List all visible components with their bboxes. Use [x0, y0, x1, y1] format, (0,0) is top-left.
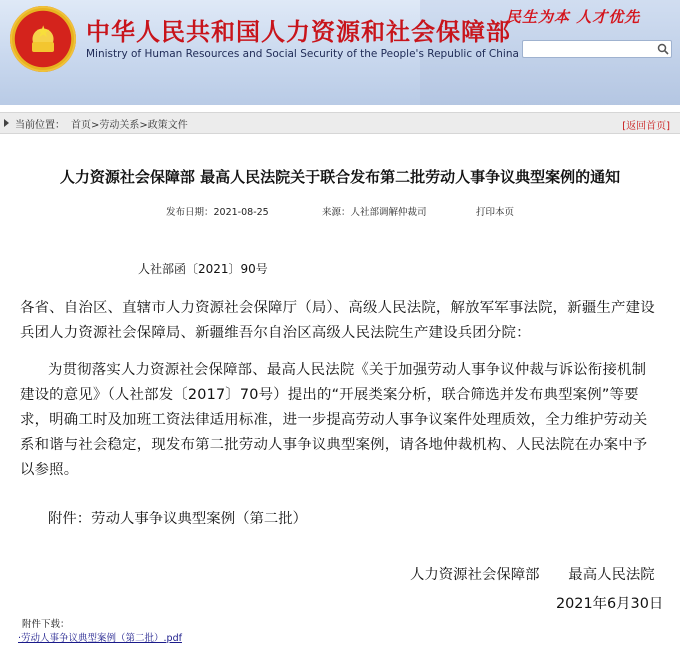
issue-date: 2021年6月30日 — [556, 596, 664, 612]
article-paragraph: 为贯彻落实人力资源社会保障部、最高人民法院《关于加强劳动人事争议仲裁与诉讼衔接机制建设的意见》（人社部发〔2017〕70号）提出的“开展类案分析，联合筛选并发布典型案例”等要求，明确工时及加班工资法律适用标准，进一步提高劳动人事争议案件处理质效，全力维护劳动关系和谐与社会稳定，现发布第二批劳动人事争议典型案例，请各地仲裁机构、人民法院在办案中予以参照。 — [20, 362, 648, 478]
breadcrumb-label: 当前位置： — [15, 119, 65, 131]
download-label: 附件下载： — [22, 619, 70, 630]
breadcrumb — [0, 112, 680, 134]
search-box — [522, 40, 672, 58]
site-slogan: 民生为本 人才优先 — [506, 8, 641, 26]
national-emblem-icon: ★ — [10, 6, 76, 72]
article-source: 来源：人社部调解仲裁司 — [322, 207, 427, 218]
arrow-right-icon — [4, 119, 9, 127]
publish-date: 发布日期：2021-08-25 — [166, 207, 269, 218]
search-icon — [657, 43, 669, 55]
back-home-link[interactable]: [返回首页] — [622, 121, 670, 132]
article-title: 人力资源社会保障部 最高人民法院关于联合发布第二批劳动人事争议典型案例的通知 — [59, 168, 621, 186]
site-header — [0, 0, 680, 105]
signature: 人力资源社会保障部 最高人民法院 — [410, 567, 655, 583]
attachment-note: 附件：劳动人事争议典型案例（第二批） — [48, 511, 308, 527]
search-button[interactable] — [655, 41, 671, 57]
document-number: 人社部函〔2021〕90号 — [138, 262, 268, 276]
download-link[interactable]: ·劳动人事争议典型案例（第二批）.pdf — [18, 633, 182, 644]
site-title-en: Ministry of Human Resources and Social Security of the People's Republic of China — [86, 48, 519, 60]
breadcrumb-path[interactable]: 首页>劳动关系>政策文件 — [71, 119, 188, 131]
search-input[interactable] — [523, 42, 655, 56]
site-title-cn: 中华人民共和国人力资源和社会保障部 — [86, 17, 511, 46]
print-link[interactable]: 打印本页 — [476, 207, 515, 218]
article-paragraph: 各省、自治区、直辖市人力资源社会保障厅（局）、高级人民法院，解放军军事法院，新疆生产建设兵团人力资源社会保障局、新疆维吾尔自治区高级人民法院生产建设兵团分院： — [20, 300, 655, 341]
